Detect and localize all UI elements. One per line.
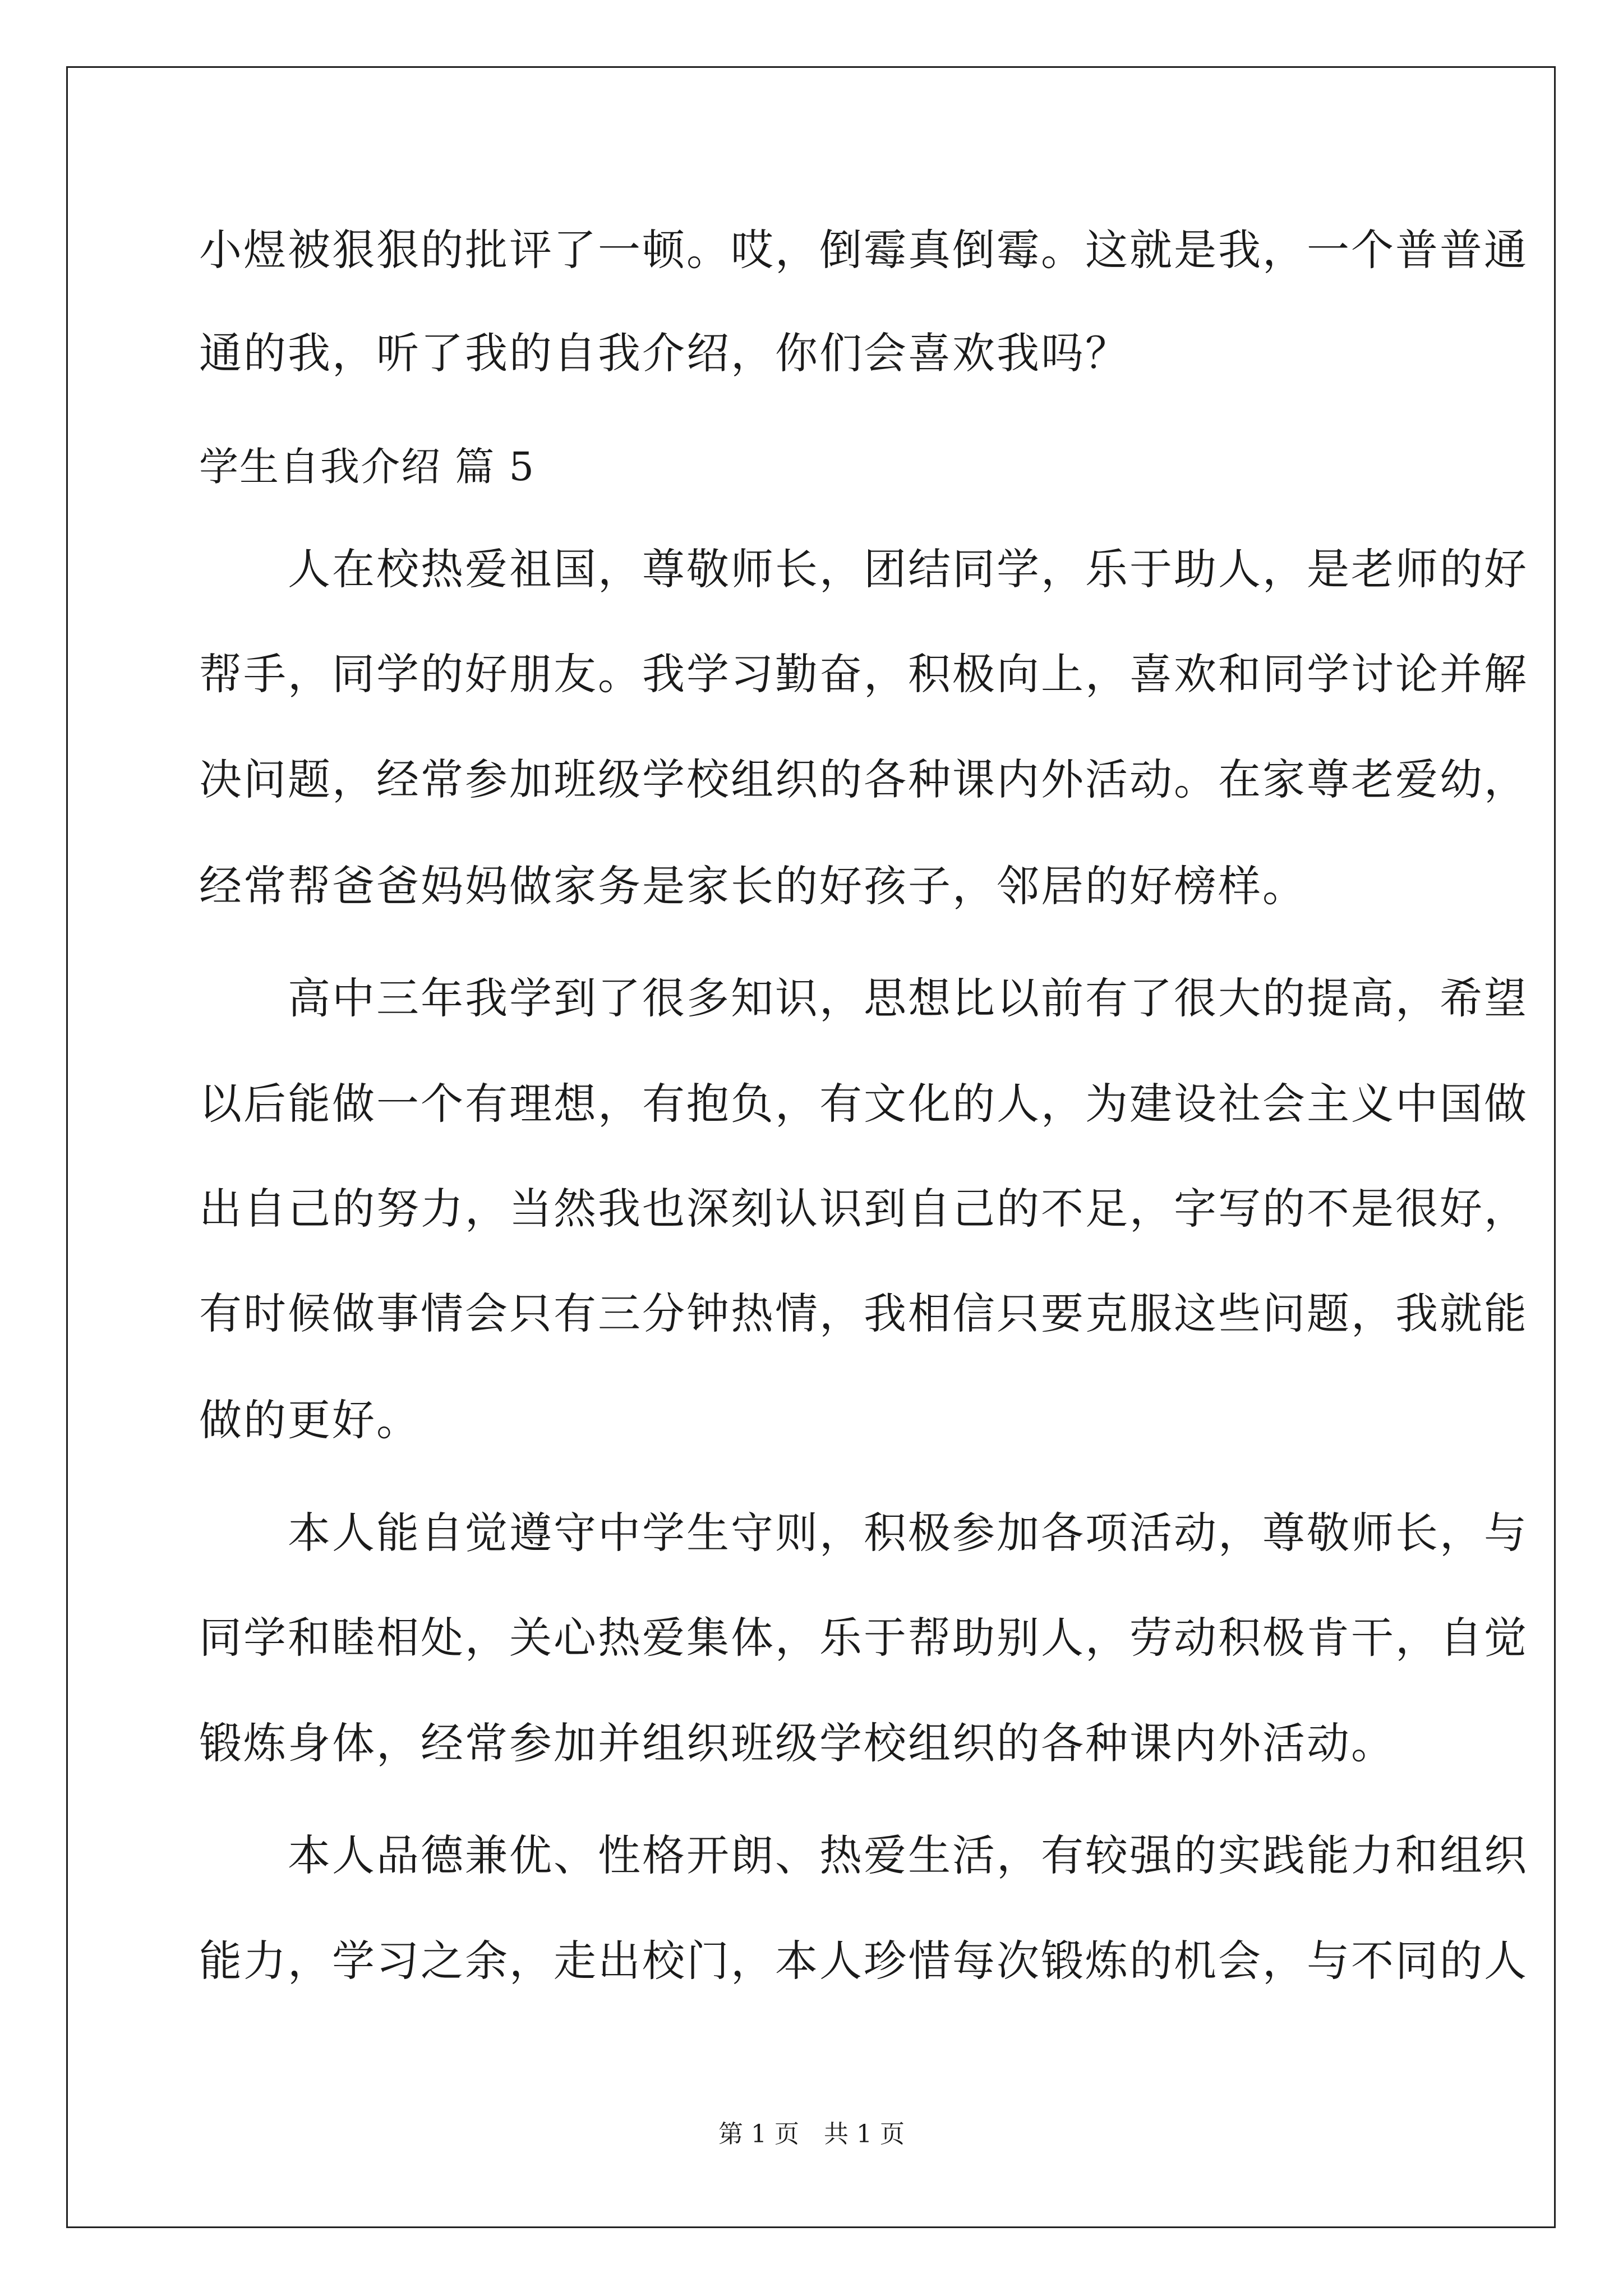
paragraph-line: 人在校热爱祖国，尊敬师长，团结同学，乐于助人，是老师的好	[199, 544, 1528, 594]
paragraph-line: 通的我，听了我的自我介绍，你们会喜欢我吗？	[199, 328, 1129, 378]
paragraph-line: 同学和睦相处，关心热爱集体，乐于帮助别人，劳动积极肯干，自觉	[199, 1613, 1528, 1663]
paragraph-line: 有时候做事情会只有三分钟热情，我相信只要克服这些问题，我就能	[199, 1289, 1528, 1338]
paragraph-line: 本人能自觉遵守中学生守则，积极参加各项活动，尊敬师长，与	[199, 1508, 1528, 1558]
section-heading: 学生自我介绍 篇 5	[199, 444, 536, 490]
paragraph-line: 帮手，同学的好朋友。我学习勤奋，积极向上，喜欢和同学讨论并解	[199, 649, 1528, 699]
paragraph-line: 能力，学习之余，走出校门，本人珍惜每次锻炼的机会，与不同的人	[199, 1936, 1528, 1986]
paragraph-line: 高中三年我学到了很多知识，思想比以前有了很大的提高，希望	[199, 973, 1528, 1023]
paragraph-line: 做的更好。	[199, 1395, 421, 1445]
paragraph-line: 小煜被狠狠的批评了一顿。哎，倒霉真倒霉。这就是我，一个普普通	[199, 225, 1528, 275]
paragraph-line: 经常帮爸爸妈妈做家务是家长的好孩子，邻居的好榜样。	[199, 861, 1307, 911]
paragraph-line: 出自己的努力，当然我也深刻认识到自己的不足，字写的不是很好，	[199, 1184, 1528, 1234]
paragraph-line: 决问题，经常参加班级学校组织的各种课内外活动。在家尊老爱幼，	[199, 754, 1528, 804]
page-number-footer: 第 1 页 共 1 页	[718, 2120, 905, 2148]
paragraph-line: 以后能做一个有理想，有抱负，有文化的人，为建设社会主义中国做	[199, 1079, 1528, 1129]
page-border	[66, 66, 1556, 2228]
paragraph-line: 锻炼身体，经常参加并组织班级学校组织的各种课内外活动。	[199, 1718, 1395, 1768]
paragraph-line: 本人品德兼优、性格开朗、热爱生活，有较强的实践能力和组织	[199, 1830, 1528, 1880]
